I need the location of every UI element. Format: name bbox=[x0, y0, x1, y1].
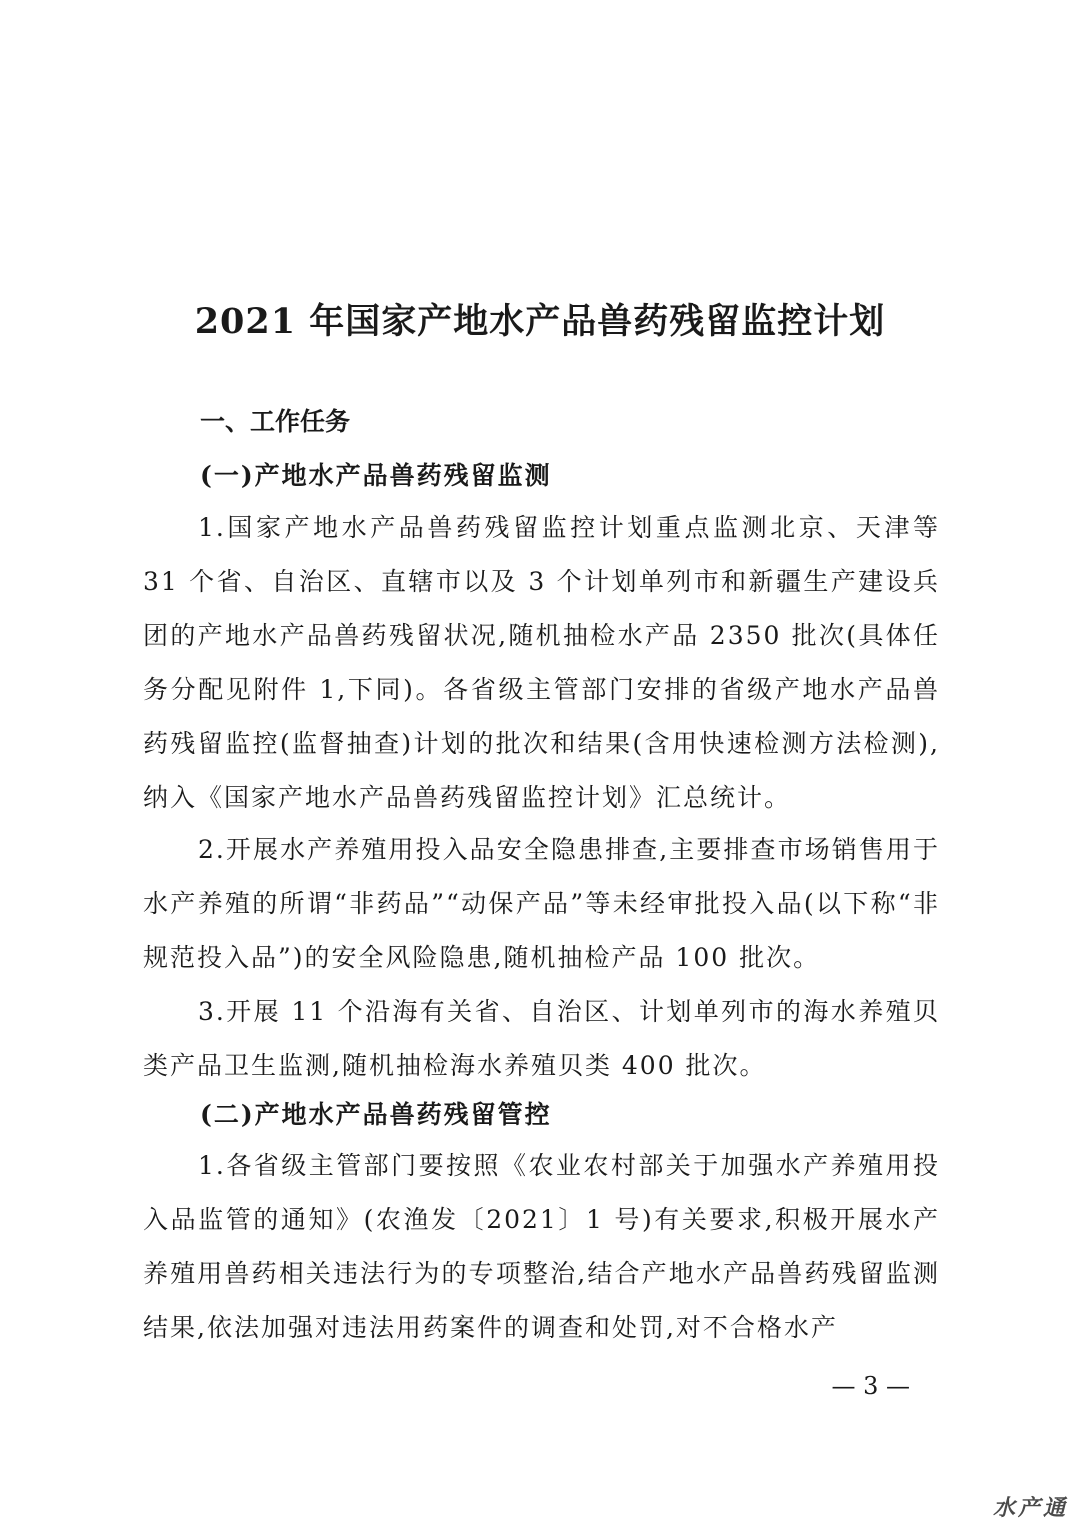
section-heading-work-tasks: 一、工作任务 bbox=[200, 407, 351, 436]
page-number: — 3 — bbox=[831, 1372, 910, 1400]
subsection-heading-control: (二)产地水产品兽药残留管控 bbox=[200, 1100, 552, 1129]
subsection-heading-monitoring: (一)产地水产品兽药残留监测 bbox=[200, 461, 552, 490]
paragraph-monitoring-1: 1.国家产地水产品兽药残留监控计划重点监测北京、天津等 31 个省、自治区、直辖市以及 3 个计划单列市和新疆生产建设兵团的产地水产品兽药残留状况,随机抽检水产品 2350 批次(具体任务分配见附件 1,下同)。各省级主管部门安排的省级产地水产品兽药残留监控(监督抽查)计划的批次和结果(含用快速检测方法检测),纳入《国家产地水产品兽药残留监控计划》汇总统计。 bbox=[143, 513, 940, 812]
paragraph-monitoring-3: 3.开展 11 个沿海有关省、自治区、计划单列市的海水养殖贝类产品卫生监测,随机抽检海水养殖贝类 400 批次。 bbox=[143, 997, 940, 1080]
watermark-logo: 水产通 bbox=[992, 1496, 1068, 1521]
document-title: 2021 年国家产地水产品兽药残留监控计划 bbox=[194, 301, 886, 342]
paragraph-monitoring-2: 2.开展水产养殖用投入品安全隐患排查,主要排查市场销售用于水产养殖的所谓“非药品”“动保产品”等未经审批投入品(以下称“非规范投入品”)的安全风险隐患,随机抽检产品 100 批次。 bbox=[143, 835, 940, 972]
paragraph-control-1: 1.各省级主管部门要按照《农业农村部关于加强水产养殖用投入品监管的通知》(农渔发〔2021〕1 号)有关要求,积极开展水产养殖用兽药相关违法行为的专项整治,结合产地水产品兽药残留监测结果,依法加强对违法用药案件的调查和处罚,对不合格水产 bbox=[143, 1151, 940, 1342]
